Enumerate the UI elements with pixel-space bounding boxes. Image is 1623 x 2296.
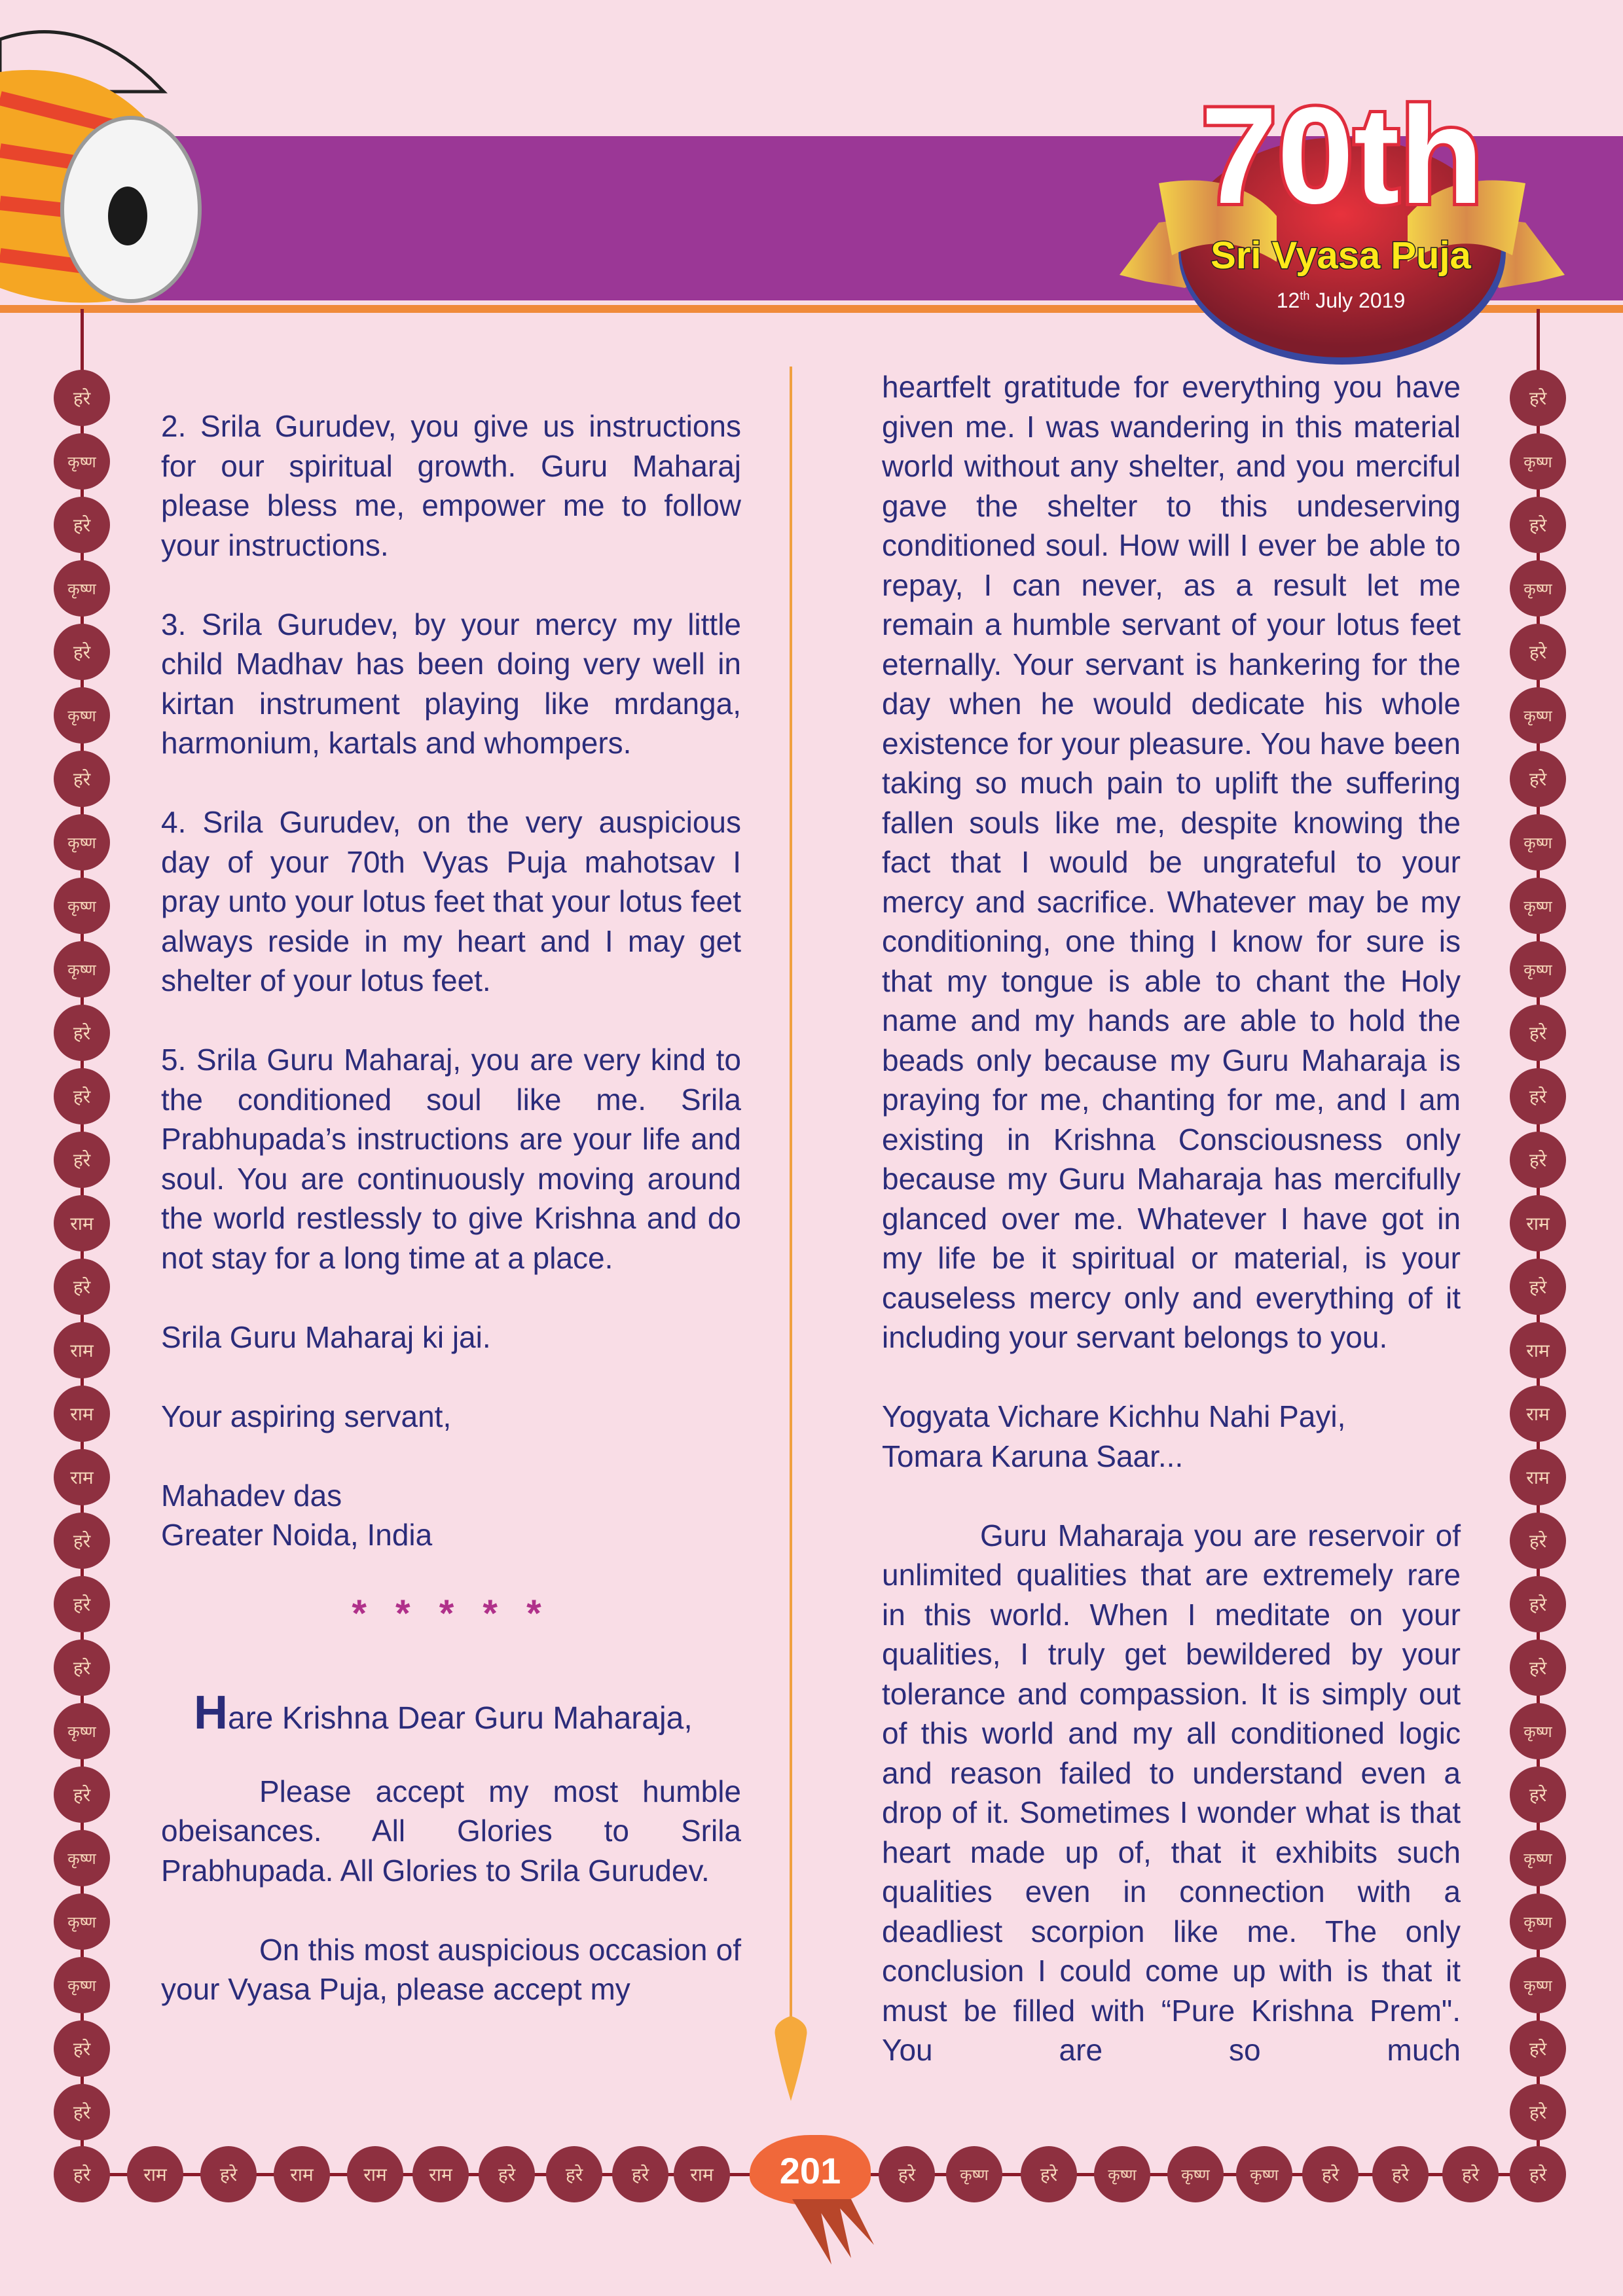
bead: कृष्ण — [54, 433, 110, 490]
bead: हरे — [1510, 2084, 1566, 2140]
bead: हरे — [54, 1513, 110, 1569]
bead: कृष्ण — [1236, 2146, 1292, 2202]
bead: राम — [54, 1386, 110, 1442]
bead: कृष्ण — [54, 1893, 110, 1950]
bead: कृष्ण — [54, 560, 110, 617]
bead: राम — [54, 1195, 110, 1251]
bead: हरे — [200, 2146, 257, 2202]
bead: हरे — [54, 2146, 110, 2202]
anniversary-badge — [1106, 65, 1578, 367]
paragraph: Guru Maharaja you are reservoir of unlimited qualities that are extremely rare in this world. When I meditate on your qualities, I truly get bewildered by your tolerance and compassion. It is simply out of this world and my all conditioned logic and reason failed to understand even a drop of it. Sometimes I wonder what is that heart made up of, that it exhibits such qualities even in connection with a deadliest scorpion like me. The only conclusion I could come up with is that it must be filled with “Pure Krishna Prem". You are so much — [882, 1518, 1461, 2067]
bead: हरे — [546, 2146, 602, 2202]
bead: कृष्ण — [1094, 2146, 1150, 2202]
drum-icon — [0, 0, 216, 314]
verse — [882, 1397, 1461, 1476]
bead: हरे — [1510, 1068, 1566, 1124]
bead: राम — [1510, 1195, 1566, 1251]
bead: हरे — [1021, 2146, 1077, 2202]
bead: हरे — [54, 1576, 110, 1632]
badge-title: Sri Vyasa Puja — [1211, 234, 1471, 277]
salutation — [161, 1686, 741, 1739]
bead: हरे — [1510, 497, 1566, 553]
bead: कृष्ण — [54, 1830, 110, 1886]
bead: राम — [274, 2146, 330, 2202]
bead: हरे — [1510, 1640, 1566, 1696]
bead: राम — [347, 2146, 403, 2202]
bead: हरे — [1510, 1513, 1566, 1569]
bead: कृष्ण — [1167, 2146, 1224, 2202]
bead: हरे — [54, 624, 110, 680]
bead: हरे — [1510, 1767, 1566, 1823]
column-divider — [790, 367, 792, 2022]
author-place: Greater Noida, India — [161, 1518, 433, 1552]
page-number: 201 — [750, 2135, 871, 2206]
bead: हरे — [1510, 370, 1566, 426]
right-column — [882, 367, 1461, 2109]
bead: हरे — [54, 2020, 110, 2077]
bead: हरे — [1510, 624, 1566, 680]
bead: कृष्ण — [54, 814, 110, 870]
bead: हरे — [54, 1259, 110, 1315]
bead: हरे — [54, 1068, 110, 1124]
bead: कृष्ण — [1510, 687, 1566, 744]
bead: हरे — [479, 2146, 535, 2202]
bead: हरे — [879, 2146, 935, 2202]
tassel-icon — [792, 2199, 877, 2271]
bead: कृष्ण — [54, 1957, 110, 2013]
bead: हरे — [1510, 1132, 1566, 1188]
bead: राम — [54, 1449, 110, 1505]
bead: राम — [1510, 1449, 1566, 1505]
paragraph: 3. Srila Gurudev, by your mercy my little child Madhav has been doing very well in kirtan instrument playing like mrdanga, harmonium, kartals and whompers. — [161, 607, 741, 760]
bead: हरे — [1442, 2146, 1499, 2202]
bead: कृष्ण — [1510, 1957, 1566, 2013]
bead: कृष्ण — [54, 1703, 110, 1759]
bead: हरे — [54, 497, 110, 553]
bead: कृष्ण — [1510, 1893, 1566, 1950]
bead: कृष्ण — [1510, 1703, 1566, 1759]
bead: हरे — [54, 1767, 110, 1823]
bead: कृष्ण — [54, 687, 110, 744]
drop-cap: H — [194, 1686, 228, 1739]
paragraph: Srila Guru Maharaj ki jai. — [161, 1319, 491, 1354]
bead: हरे — [54, 1132, 110, 1188]
bead: कृष्ण — [54, 878, 110, 934]
bead: राम — [674, 2146, 730, 2202]
badge-date: 12th July 2019 — [1276, 289, 1406, 312]
salutation-text: are Krishna Dear Guru Maharaja, — [228, 1700, 693, 1736]
bead: हरे — [54, 1005, 110, 1061]
paragraph: 5. Srila Guru Maharaj, you are very kind to the conditioned soul like me. Srila Prabhupada’s instructions are your life and soul. You are continuously moving around the world restlessly to give Krishna and do not stay for a long time at a place. — [161, 1043, 741, 1275]
bead: कृष्ण — [1510, 1830, 1566, 1886]
signature — [161, 1476, 741, 1555]
bead: हरे — [1510, 2020, 1566, 2077]
author-name: Mahadev das — [161, 1478, 342, 1513]
bead: कृष्ण — [1510, 560, 1566, 617]
paragraph: 4. Srila Gurudev, on the very auspicious day of your 70th Vyas Puja mahotsav I pray unto your lotus feet that your lotus feet always reside in my heart and I may get shelter of your lotus feet. — [161, 805, 741, 997]
bead: हरे — [612, 2146, 668, 2202]
drop-ornament — [773, 2016, 809, 2101]
bead: हरे — [54, 370, 110, 426]
verse-line: Tomara Karuna Saar... — [882, 1439, 1184, 1473]
bead: हरे — [54, 2084, 110, 2140]
closing: Your aspiring servant, — [161, 1399, 452, 1433]
badge-number: 70th — [1201, 79, 1484, 232]
paragraph: 2. Srila Gurudev, you give us instructions for our spiritual growth. Guru Maharaj please bless me, empower me to follow your instructions. — [161, 409, 741, 562]
bead: राम — [1510, 1386, 1566, 1442]
bead: कृष्ण — [1510, 878, 1566, 934]
paragraph: On this most auspicious occasion of your Vyasa Puja, please accept my — [161, 1932, 741, 2006]
verse-line: Yogyata Vichare Kichhu Nahi Payi, — [882, 1399, 1346, 1433]
bead: कृष्ण — [54, 941, 110, 997]
bead: कृष्ण — [1510, 433, 1566, 490]
bead: राम — [54, 1322, 110, 1378]
bead: हरे — [1372, 2146, 1429, 2202]
bead: हरे — [54, 751, 110, 807]
bead: राम — [127, 2146, 183, 2202]
separator-stars: * * * * * — [352, 1592, 551, 1635]
bead: राम — [412, 2146, 469, 2202]
bead: हरे — [54, 1640, 110, 1696]
left-column — [161, 406, 741, 2049]
bead: राम — [1510, 1322, 1566, 1378]
paragraph: Please accept my most humble obeisances. All Glories to Srila Prabhupada. All Glories to Srila Gurudev. — [161, 1774, 741, 1888]
paragraph: heartfelt gratitude for everything you have given me. I was wandering in this material world without any shelter, and you merciful gave the shelter to this undeserving conditioned soul. How will I ever be able to repay, I can never, as a result let me remain a humble servant of your lotus feet eternally. Your servant is hankering for the day when he would dedicate his whole existence for your pleasure. You have been taking so much pain to uplift the suffering fallen souls like me, despite knowing the fact that I would be ungrateful to your mercy and sacrifice. Whatever may be my conditioning, one thing I know for sure is that my tongue is able to chant the Holy name and my hands are able to hold the beads only because my Guru Maharaja is praying for me, chanting for me, and I am existing in Krishna Consciousness only because my Guru Maharaja has mercifully glanced over me. Whatever I have got in my life be it spiritual or material, is your causeless mercy only and everything of it including your servant belongs to you. — [882, 370, 1461, 1354]
bead: हरे — [1510, 1005, 1566, 1061]
bead: कृष्ण — [1510, 941, 1566, 997]
bead: हरे — [1510, 2146, 1566, 2202]
bead: कृष्ण — [1510, 814, 1566, 870]
bead: हरे — [1510, 751, 1566, 807]
bead: हरे — [1302, 2146, 1359, 2202]
bead: कृष्ण — [946, 2146, 1002, 2202]
bead: हरे — [1510, 1576, 1566, 1632]
bead: हरे — [1510, 1259, 1566, 1315]
